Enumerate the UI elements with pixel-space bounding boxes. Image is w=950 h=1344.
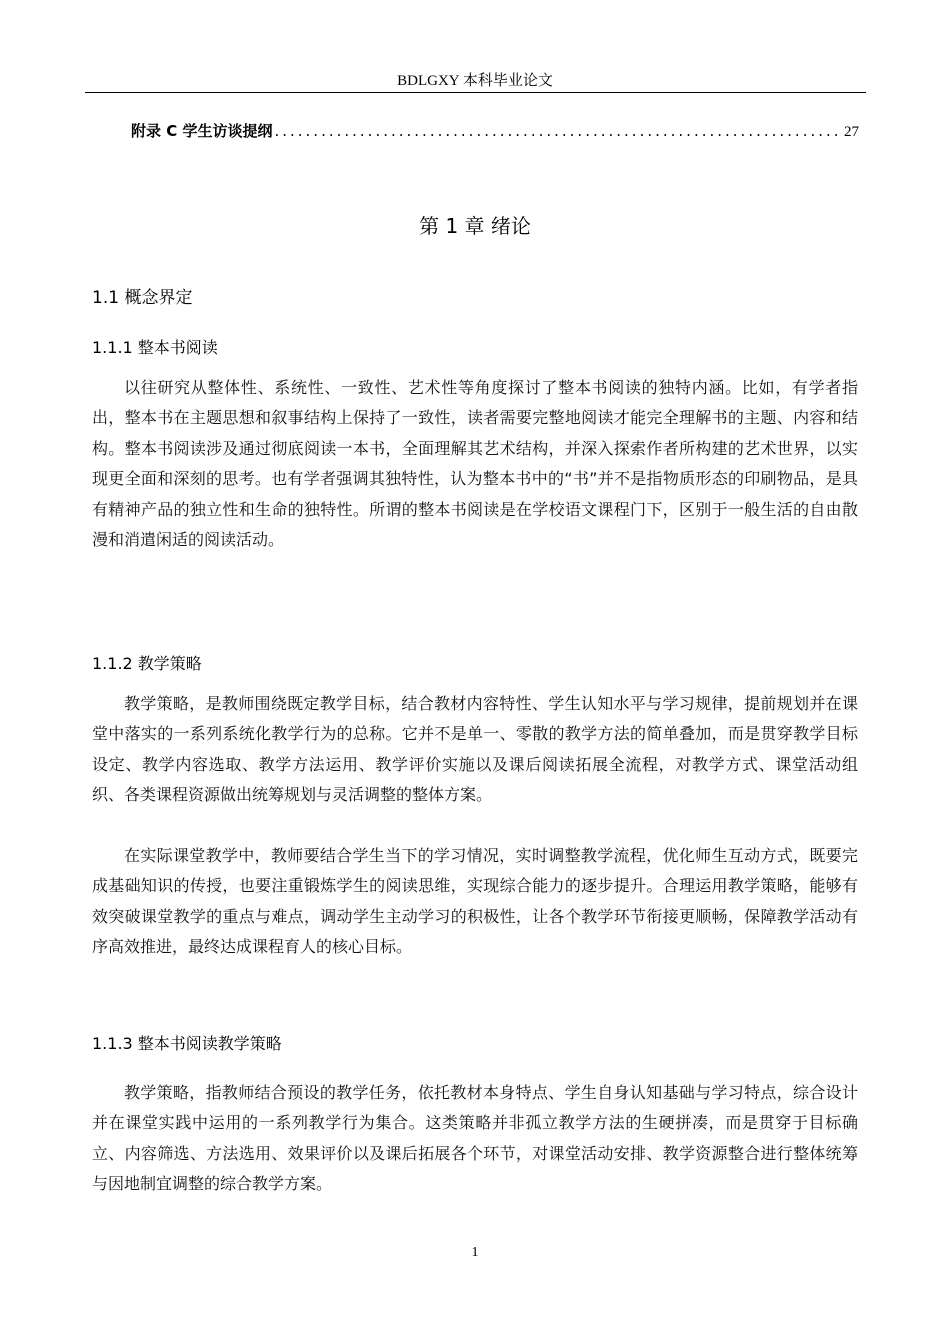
toc-entry-page: 27 <box>844 124 859 140</box>
running-header-title: BDLGXY 本科毕业论文 <box>397 73 553 89</box>
section-heading-1-1-3: 1.1.3 整本书阅读教学策略 <box>92 1034 282 1053</box>
section-heading-1-1: 1.1 概念界定 <box>92 288 193 308</box>
toc-entry-appendix-c[interactable] <box>131 119 859 143</box>
section-heading-1-1-2: 1.1.2 教学策略 <box>92 654 202 673</box>
header-divider <box>85 92 866 93</box>
paragraph-whole-book-teaching-strategy: 教学策略，指教师结合预设的教学任务，依托教材本身特点、学生自身认知基础与学习特点，综合设计并在课堂实践中运用的一系列教学行为集合。这类策略并非孤立教学方法的生硬拼凑，而是贯穿于目标确立、内容筛选、方法选用、效果评价以及课后拓展各个环节，对课堂活动安排、教学资源整合进行整体统筹与因地制宜调整的综合教学方案。 <box>92 1083 858 1194</box>
paragraph-whole-book-reading: 以往研究从整体性、系统性、一致性、艺术性等角度探讨了整本书阅读的独特内涵。比如，有学者指出，整本书在主题思想和叙事结构上保持了一致性，读者需要完整地阅读才能完全理解书的主题、内容和结构。整本书阅读涉及通过彻底阅读一本书，全面理解其艺术结构，并深入探索作者所构建的艺术世界，以实现更全面和深刻的思考。也有学者强调其独特性，认为整本书中的“书”并不是指物质形态的印刷物品，是具有精神产品的独立性和生命的独特性。所谓的整本书阅读是在学校语文课程门下，区别于一般生活的自由散漫和消遣闲适的阅读活动。 <box>92 378 858 550</box>
toc-entry-label: 附录 C 学生访谈提纲 <box>131 122 273 140</box>
paragraph-teaching-strategy-1: 教学策略，是教师围绕既定教学目标，结合教材内容特性、学生认知水平与学习规律，提前规划并在课堂中落实的一系列系统化教学行为的总称。它并不是单一、零散的教学方法的简单叠加，而是贯穿教学目标设定、教学内容选取、教学方法运用、教学评价实施以及课后阅读拓展全流程，对教学方式、课堂活动组织、各类课程资源做出统筹规划与灵活调整的整体方案。 <box>92 694 858 805</box>
section-heading-1-1-1: 1.1.1 整本书阅读 <box>92 338 218 357</box>
paragraph-teaching-strategy-2: 在实际课堂教学中，教师要结合学生当下的学习情况，实时调整教学流程，优化师生互动方式，既要完成基础知识的传授，也要注重锻炼学生的阅读思维，实现综合能力的逐步提升。合理运用教学策略，能够有效突破课堂教学的重点与难点，调动学生主动学习的积极性，让各个教学环节衔接更顺畅，保障教学活动有序高效推进，最终达成课程育人的核心目标。 <box>92 846 858 957</box>
chapter-title: 第 1 章 绪论 <box>419 214 531 238</box>
page-number: 1 <box>471 1245 479 1260</box>
toc-dot-leader <box>274 119 842 143</box>
